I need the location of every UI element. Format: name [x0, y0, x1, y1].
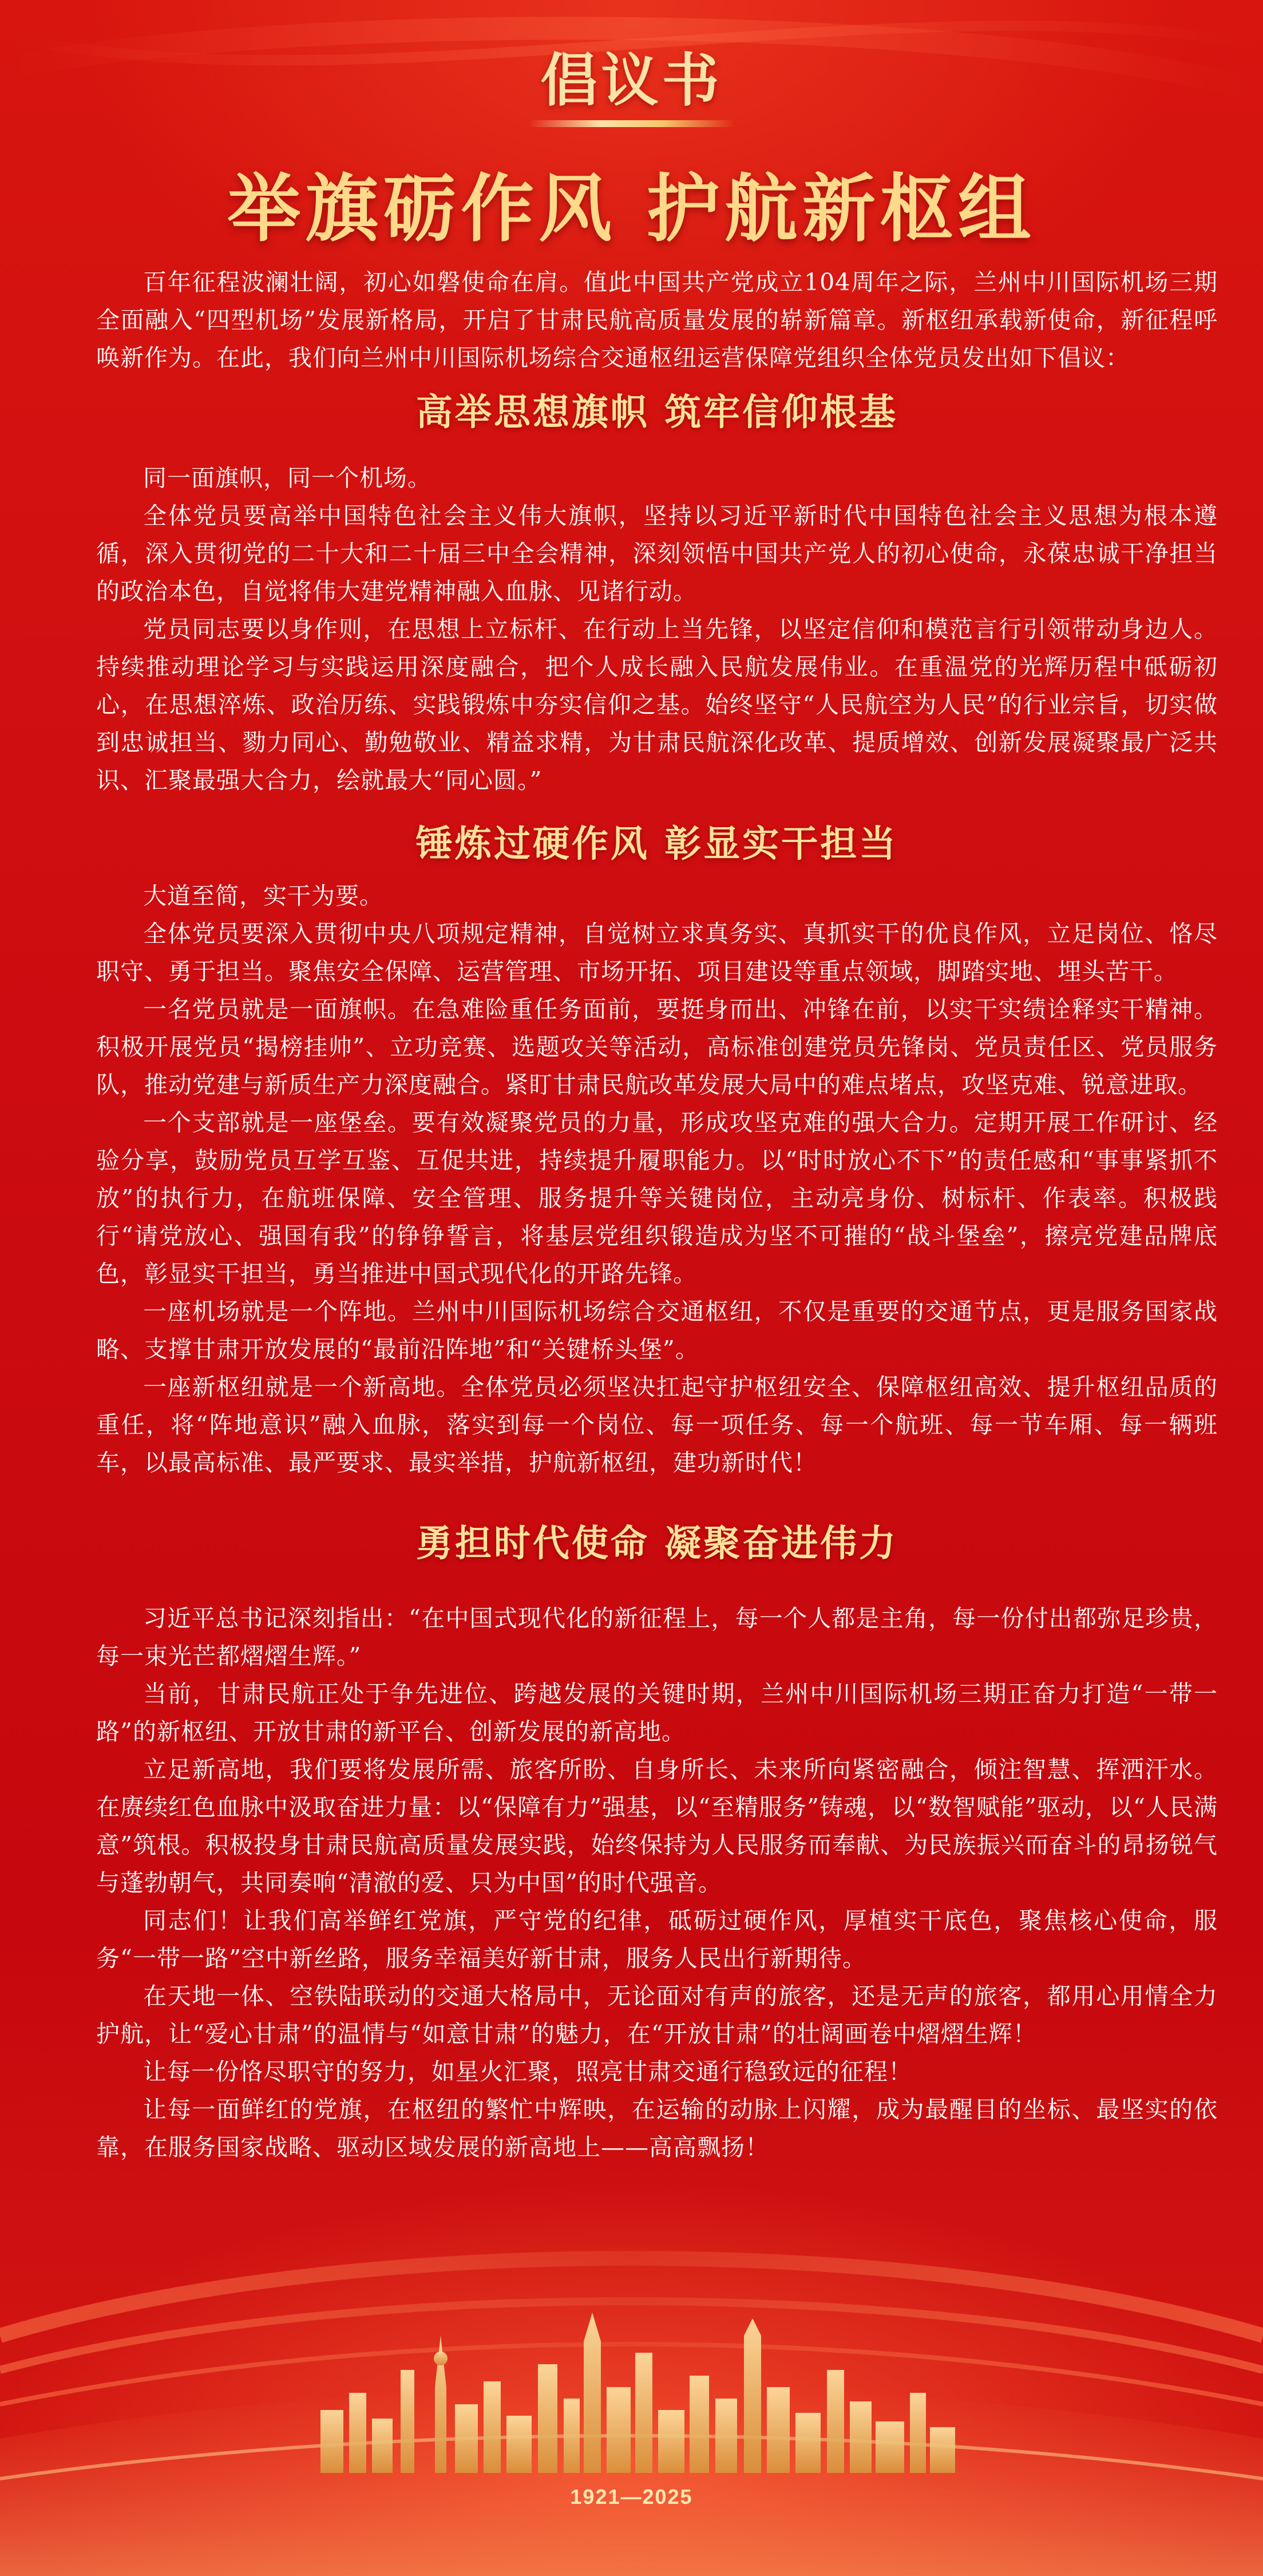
body-paragraph: 一名党员就是一面旗帜。在急难险重任务面前，要挺身而出、冲锋在前，以实干实绩诠释实干精神。积极开展党员“揭榜挂帅”、立功竞赛、选题攻关等活动，高标准创建党员先锋岗、党员责任区、党员服务队，推动党建与新质生产力深度融合。紧盯甘肃民航改革发展大局中的难点堵点，攻坚克难、锐意进取。 — [96, 995, 1218, 1099]
section-title: 高举思想旗帜 筑牢信仰根基 — [415, 391, 898, 434]
body-paragraph: 同一面旗帜，同一个机场。 — [143, 464, 431, 492]
body-paragraph: 大道至简，实干为要。 — [143, 882, 383, 910]
body-paragraph: 一座新枢纽就是一个新高地。全体党员必须坚决扛起守护枢纽安全、保障枢纽高效、提升枢纽品质的重任，将“阵地意识”融入血脉，落实到每一个岗位、每一项任务、每一个航班、每一节车厢、每一辆班车，以最高标准、最严要求、最实举措，护航新枢纽，建功新时代！ — [96, 1373, 1218, 1476]
section-title: 锤炼过硬作风 彰显实干担当 — [415, 823, 898, 866]
intro-paragraph: 百年征程波澜壮阔，初心如磐使命在肩。值此中国共产党成立104周年之际，兰州中川国际机场三期全面融入“四型机场”发展新格局，开启了甘肃民航高质量发展的崭新篇章。新枢纽承载新使命，新征程呼唤新作为。在此，我们向兰州中川国际机场综合交通枢纽运营保障党组织全体党员发出如下倡议： — [96, 268, 1218, 372]
page-title: 举旗砺作风 护航新枢组 — [227, 166, 1036, 252]
body-paragraph: 习近平总书记深刻指出：“在中国式现代化的新征程上，每一个人都是主角，每一份付出都弥足珍贵，每一束光芒都熠熠生辉。” — [96, 1605, 1218, 1670]
body-paragraph: 党员同志要以身作则，在思想上立标杆、在行动上当先锋，以坚定信仰和模范言行引领带动身边人。持续推动理论学习与实践运用深度融合，把个人成长融入民航发展伟业。在重温党的光辉历程中砥砺初心，在思想淬炼、政治历练、实践锻炼中夯实信仰之基。始终坚守“人民航空为人民”的行业宗旨，切实做到忠诚担当、勠力同心、勤勉敬业、精益求精，为甘肃民航深化改革、提质增效、创新发展凝聚最广泛共识、汇聚最强大合力，绘就最大“同心圆。” — [96, 615, 1218, 794]
body-paragraph: 全体党员要高举中国特色社会主义伟大旗帜，坚持以习近平新时代中国特色社会主义思想为根本遵循，深入贯彻党的二十大和二十届三中全会精神，深刻领悟中国共产党人的初心使命，永葆忠诚干净担当的政治本色，自觉将伟大建党精神融入血脉、见诸行动。 — [96, 502, 1218, 605]
proposal-body — [96, 263, 1218, 2166]
body-paragraph: 在天地一体、空铁陆联动的交通大格局中，无论面对有声的旅客，还是无声的旅客，都用心用情全力护航，让“爱心甘肃”的温情与“如意甘肃”的魅力，在“开放甘肃”的壮阔画卷中熠熠生辉！ — [96, 1982, 1218, 2048]
body-paragraph: 当前，甘肃民航正处于争先进位、跨越发展的关键时期，兰州中川国际机场三期正奋力打造“一带一路”的新枢纽、开放甘肃的新平台、创新发展的新高地。 — [96, 1680, 1218, 1745]
body-paragraph: 一个支部就是一座堡垒。要有效凝聚党员的力量，形成攻坚克难的强大合力。定期开展工作研讨、经验分享，鼓励党员互学互鉴、互促共进，持续提升履职能力。以“时时放心不下”的责任感和“事事紧抓不放”的执行力，在航班保障、安全管理、服务提升等关键岗位，主动亮身份、树标杆、作表率。积极践行“请党放心、强国有我”的铮铮誓言，将基层党组织锻造成为坚不可摧的“战斗堡垒”，擦亮党建品牌底色，彰显实干担当，勇当推进中国式现代化的开路先锋。 — [96, 1109, 1218, 1287]
body-paragraph: 同志们！让我们高举鲜红党旗，严守党的纪律，砥砺过硬作风，厚植实干底色，聚焦核心使命，服务“一带一路”空中新丝路，服务幸福美好新甘肃，服务人民出行新期待。 — [96, 1907, 1218, 1972]
footer-years: 1921—2025 — [570, 2485, 693, 2508]
body-paragraph: 一座机场就是一个阵地。兰州中川国际机场综合交通枢纽，不仅是重要的交通节点，更是服务国家战略、支撑甘肃开放发展的“最前沿阵地”和“关键桥头堡”。 — [96, 1298, 1218, 1363]
body-paragraph: 让每一面鲜红的党旗，在枢纽的繁忙中辉映，在运输的动脉上闪耀，成为最醒目的坐标、最坚实的依靠，在服务国家战略、驱动区域发展的新高地上——高高飘扬！ — [96, 2096, 1218, 2161]
body-paragraph: 全体党员要深入贯彻中央八项规定精神，自觉树立求真务实、真抓实干的优良作风，立足岗位、恪尽职守、勇于担当。聚焦安全保障、运营管理、市场开拓、项目建设等重点领域，脚踏实地、埋头苦干。 — [96, 920, 1218, 985]
header-tag — [0, 34, 1263, 127]
header-tag-text: 倡议书 — [540, 46, 723, 114]
body-paragraph: 让每一份恪尽职守的努力，如星火汇聚，照亮甘肃交通行稳致远的征程！ — [143, 2058, 912, 2085]
body-paragraph: 立足新高地，我们要将发展所需、旅客所盼、自身所长、未来所向紧密融合，倾注智慧、挥洒汗水。在赓续红色血脉中汲取奋进力量：以“保障有力”强基，以“至精服务”铸魂，以“数智赋能”驱动，以“人民满意”筑根。积极投身甘肃民航高质量发展实践，始终保持为人民服务而奉献、为民族振兴而奋斗的昂扬锐气与蓬勃朝气，共同奏响“清澈的爱、只为中国”的时代强音。 — [96, 1756, 1218, 1897]
section-title: 勇担时代使命 凝聚奋进伟力 — [415, 1522, 898, 1565]
city-skyline — [0, 2301, 1263, 2473]
header-tag-underline — [529, 120, 735, 127]
